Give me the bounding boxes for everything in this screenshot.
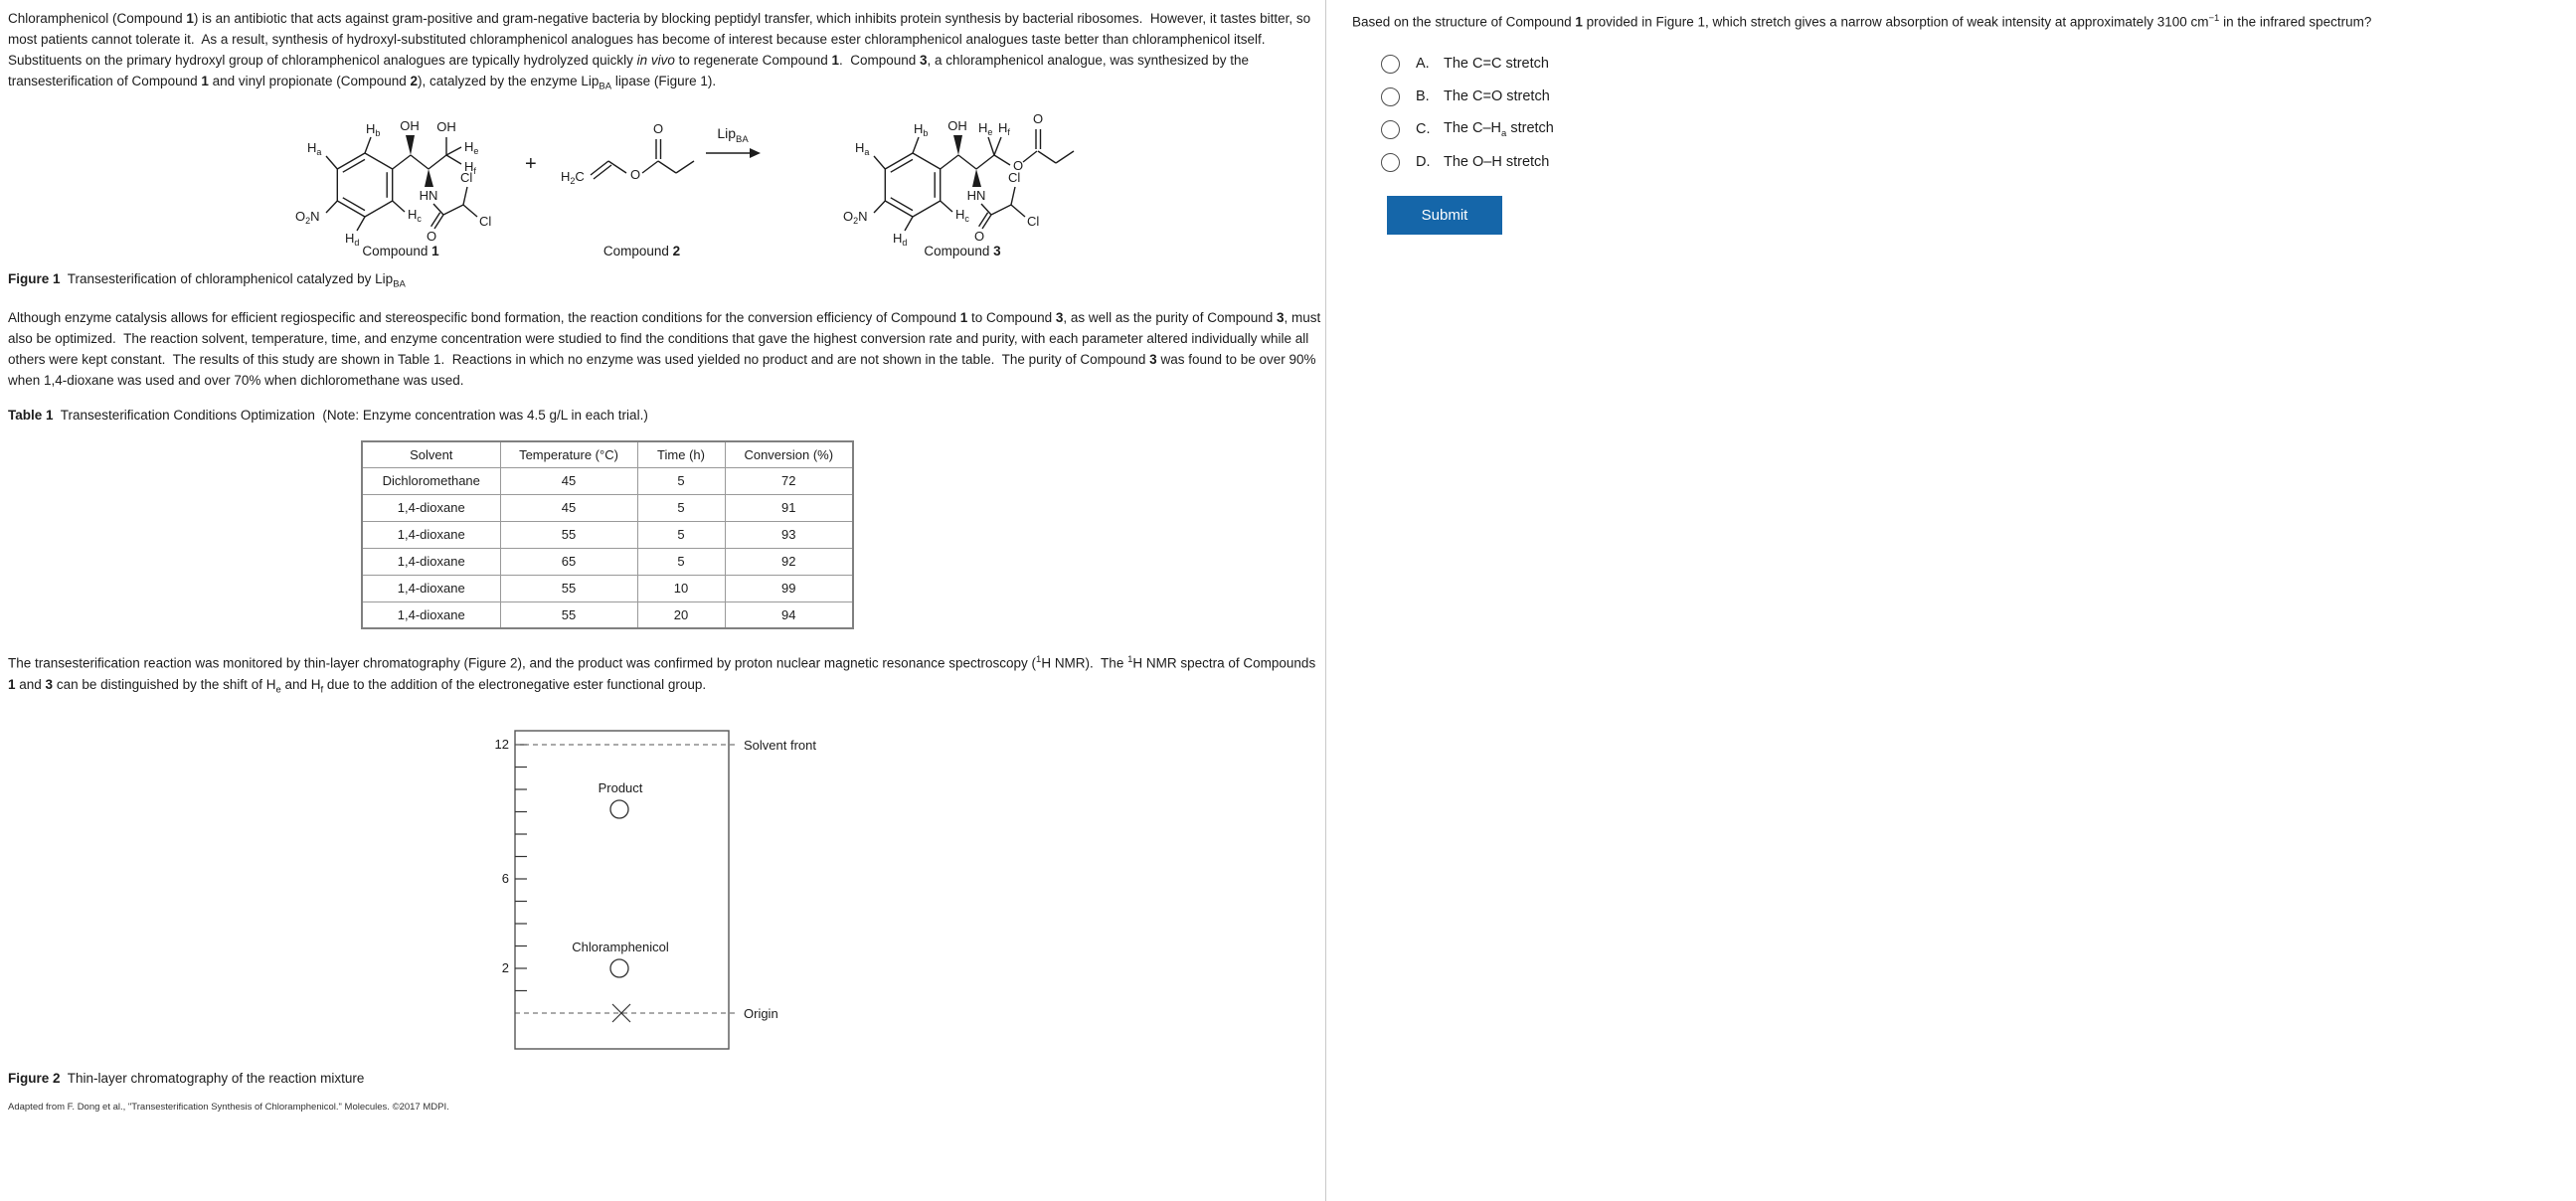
svg-text:OH: OH xyxy=(947,117,967,133)
svg-text:Cl: Cl xyxy=(479,213,492,229)
figure2-tlc-plot xyxy=(477,721,855,1064)
svg-text:O: O xyxy=(653,120,664,136)
passage-paragraph-3: The transesterification reaction was monitored by thin-layer chromatography (Figure 2), and the product was confirmed by proton nuclear magnetic resonance spectroscopy ($^1$H NMR). The $^1$H NMR spectra of Compounds 1 and 3 can be distinguished by the shift of $H_e$ and $H_f$ due to the addition of the electronegative ester functional group. xyxy=(8,654,1316,696)
radio-button-b[interactable] xyxy=(1381,87,1400,106)
question-panel xyxy=(1326,0,2576,1201)
compound2-label: Compound 2 xyxy=(602,243,681,258)
svg-text:Cl: Cl xyxy=(460,169,473,185)
lipba-label: Lip$_{BA}$ xyxy=(717,124,749,145)
answer-option-b[interactable] xyxy=(1381,87,2562,106)
svg-text:He: $H_e$ xyxy=(464,138,479,156)
svg-text:H2C: $H_2C$ xyxy=(561,168,585,186)
table-cell: 5 xyxy=(637,521,725,548)
table-row xyxy=(362,521,853,548)
option-text: The O–H stretch xyxy=(1444,154,1550,170)
svg-text:O: O xyxy=(1033,110,1044,126)
figure1-caption: Figure 1 Transesterification of chloramphenicol catalyzed by Lip$_{BA}$ xyxy=(8,270,406,290)
svg-text:Cl: Cl xyxy=(1027,213,1040,229)
table-row xyxy=(362,467,853,494)
svg-text:O2N: $O_2N$ xyxy=(295,208,320,226)
option-text: The C=C stretch xyxy=(1444,56,1549,72)
svg-text:OH: OH xyxy=(436,118,456,134)
table-cell: 55 xyxy=(500,575,637,601)
compound3-structure xyxy=(841,99,1139,249)
svg-text:O: O xyxy=(973,228,985,244)
option-text: The $C-H_a$ stretch xyxy=(1444,119,1554,139)
source-attribution: Adapted from F. Dong et al., "Transesterification Synthesis of Chloramphenicol." Molecules. ©2017 MDPI. xyxy=(8,1101,449,1113)
svg-text:Hc: $H_c$ xyxy=(955,206,969,224)
table-cell: 45 xyxy=(500,494,637,521)
svg-text:Hf: $H_f$ xyxy=(464,158,476,176)
table-cell: 45 xyxy=(500,467,637,494)
tlc-ruler-ticks xyxy=(515,745,527,991)
svg-text:O: O xyxy=(426,228,437,244)
column-header: Conversion (%) xyxy=(725,441,853,467)
compound1-label: Compound 1 xyxy=(362,243,439,258)
submit-button[interactable]: Submit xyxy=(1387,196,1502,235)
table-cell: 92 xyxy=(725,548,853,575)
table-cell: 99 xyxy=(725,575,853,601)
table-header-row xyxy=(362,441,853,467)
radio-button-d[interactable] xyxy=(1381,153,1400,172)
compound1-structure xyxy=(293,99,532,249)
table-cell: 91 xyxy=(725,494,853,521)
product-spot-label: Product xyxy=(598,779,643,795)
tick-label-12: 12 xyxy=(494,736,509,752)
table-cell: 94 xyxy=(725,601,853,628)
option-text: The C=O stretch xyxy=(1444,88,1550,104)
answer-option-d[interactable] xyxy=(1381,153,2562,172)
answer-option-a[interactable] xyxy=(1381,55,2562,74)
table-cell: 5 xyxy=(637,494,725,521)
table-cell: 93 xyxy=(725,521,853,548)
column-header: Temperature (°C) xyxy=(500,441,637,467)
option-letter: B. xyxy=(1416,88,1430,104)
svg-text:HN: HN xyxy=(419,187,438,203)
svg-text:Cl: Cl xyxy=(1008,169,1021,185)
product-spot xyxy=(610,800,628,818)
svg-text:He: $H_e$ xyxy=(978,119,993,137)
option-letter: D. xyxy=(1416,154,1431,170)
reaction-arrow xyxy=(704,125,762,161)
answer-option-c[interactable] xyxy=(1381,120,2562,139)
chloramphenicol-spot xyxy=(610,959,628,977)
table-cell: 1,4-dioxane xyxy=(362,601,500,628)
option-letter: A. xyxy=(1416,56,1430,72)
table-cell: 20 xyxy=(637,601,725,628)
table-cell: 72 xyxy=(725,467,853,494)
tlc-plate xyxy=(515,731,729,1049)
chloramphenicol-spot-label: Chloramphenicol xyxy=(572,939,669,954)
table-cell: 55 xyxy=(500,521,637,548)
solvent-front-label: Solvent front xyxy=(744,737,816,753)
radio-button-a[interactable] xyxy=(1381,55,1400,74)
radio-button-c[interactable] xyxy=(1381,120,1400,139)
svg-text:O: O xyxy=(1013,157,1024,173)
table-cell: 1,4-dioxane xyxy=(362,548,500,575)
table-row xyxy=(362,575,853,601)
passage-paragraph-1: Chloramphenicol (Compound 1) is an antibiotic that acts against gram-positive and gram-negative bacteria by blocking peptidyl transfer, which inhibits protein synthesis by bacterial ribosomes. However, it tastes bitter, so most patients cannot tolerate it. As a result, synthesis of hydroxyl-substituted chloramphenicol analogues has become of interest because ester chloramphenicol analogues taste better than chloramphenicol itself. Substituents on the primary hydroxyl group of chloramphenicol analogues are typically hydrolyzed quickly in vivo to regenerate Compound 1. Compound 3, a chloramphenicol analogue, was synthesized by the transesterification of Compound 1 and vinyl propionate (Compound 2), catalyzed by the enzyme Lip$_{BA}$ lipase (Figure 1). xyxy=(8,11,1311,92)
table-row xyxy=(362,601,853,628)
answer-options xyxy=(1381,55,2562,172)
svg-text:Hc: $H_c$ xyxy=(408,206,422,224)
table-row xyxy=(362,494,853,521)
tick-label-6: 6 xyxy=(501,870,509,886)
table-cell: 5 xyxy=(637,548,725,575)
table-cell: 5 xyxy=(637,467,725,494)
table-cell: 65 xyxy=(500,548,637,575)
svg-text:O: O xyxy=(630,166,641,182)
question-stem: Based on the structure of Compound 1 provided in Figure 1, which stretch gives a narrow absorption of weak intensity at approximately 3100 $cm^{-1}$ in the infrared spectrum? xyxy=(1352,13,2372,30)
svg-text:Ha: $H_a$ xyxy=(307,139,322,157)
plus-sign: + xyxy=(525,152,537,175)
svg-text:Hb: $H_b$ xyxy=(914,120,929,138)
svg-text:HN: HN xyxy=(966,187,986,203)
origin-label: Origin xyxy=(744,1005,778,1021)
svg-text:OH: OH xyxy=(400,117,420,133)
table1-caption: Table 1 Transesterification Conditions Optimization (Note: Enzyme concentration was 4.5 g/L in each trial.) xyxy=(8,408,648,424)
svg-text:Ha: $H_a$ xyxy=(855,139,870,157)
table-cell: Dichloromethane xyxy=(362,467,500,494)
table-cell: 1,4-dioxane xyxy=(362,494,500,521)
tick-label-2: 2 xyxy=(501,959,509,975)
column-header: Solvent xyxy=(362,441,500,467)
table1 xyxy=(361,440,854,629)
svg-text:Hf: $H_f$ xyxy=(998,119,1010,137)
table-cell: 10 xyxy=(637,575,725,601)
passage-paragraph-2: Although enzyme catalysis allows for efficient regiospecific and stereospecific bond formation, the reaction conditions for the conversion efficiency of Compound 1 to Compound 3, as well as the purity of Compound 3, must also be optimized. The reaction solvent, temperature, time, and enzyme concentration were studied to find the conditions that gave the highest conversion rate and purity, with each parameter altered individually while all others were kept constant. The results of this study are shown in Table 1. Reactions in which no enzyme was used yielded no product and are not shown in the table. The purity of Compound 3 was found to be over 90% when 1,4-dioxane was used and over 70% when dichloromethane was used. xyxy=(8,310,1321,389)
option-letter: C. xyxy=(1416,121,1431,137)
svg-text:O2N: $O_2N$ xyxy=(843,208,868,226)
column-header: Time (h) xyxy=(637,441,725,467)
svg-text:Hb: $H_b$ xyxy=(366,120,381,138)
figure1-reaction-scheme xyxy=(8,97,1320,268)
table-cell: 1,4-dioxane xyxy=(362,521,500,548)
arrow-icon xyxy=(704,146,762,160)
figure2-caption: Figure 2 Thin-layer chromatography of the reaction mixture xyxy=(8,1070,365,1086)
svg-text:Hd: $H_d$ xyxy=(345,230,360,248)
table-cell: 1,4-dioxane xyxy=(362,575,500,601)
svg-text:Hd: $H_d$ xyxy=(893,230,908,248)
table-row xyxy=(362,548,853,575)
compound3-label: Compound 3 xyxy=(924,243,1001,258)
table-cell: 55 xyxy=(500,601,637,628)
